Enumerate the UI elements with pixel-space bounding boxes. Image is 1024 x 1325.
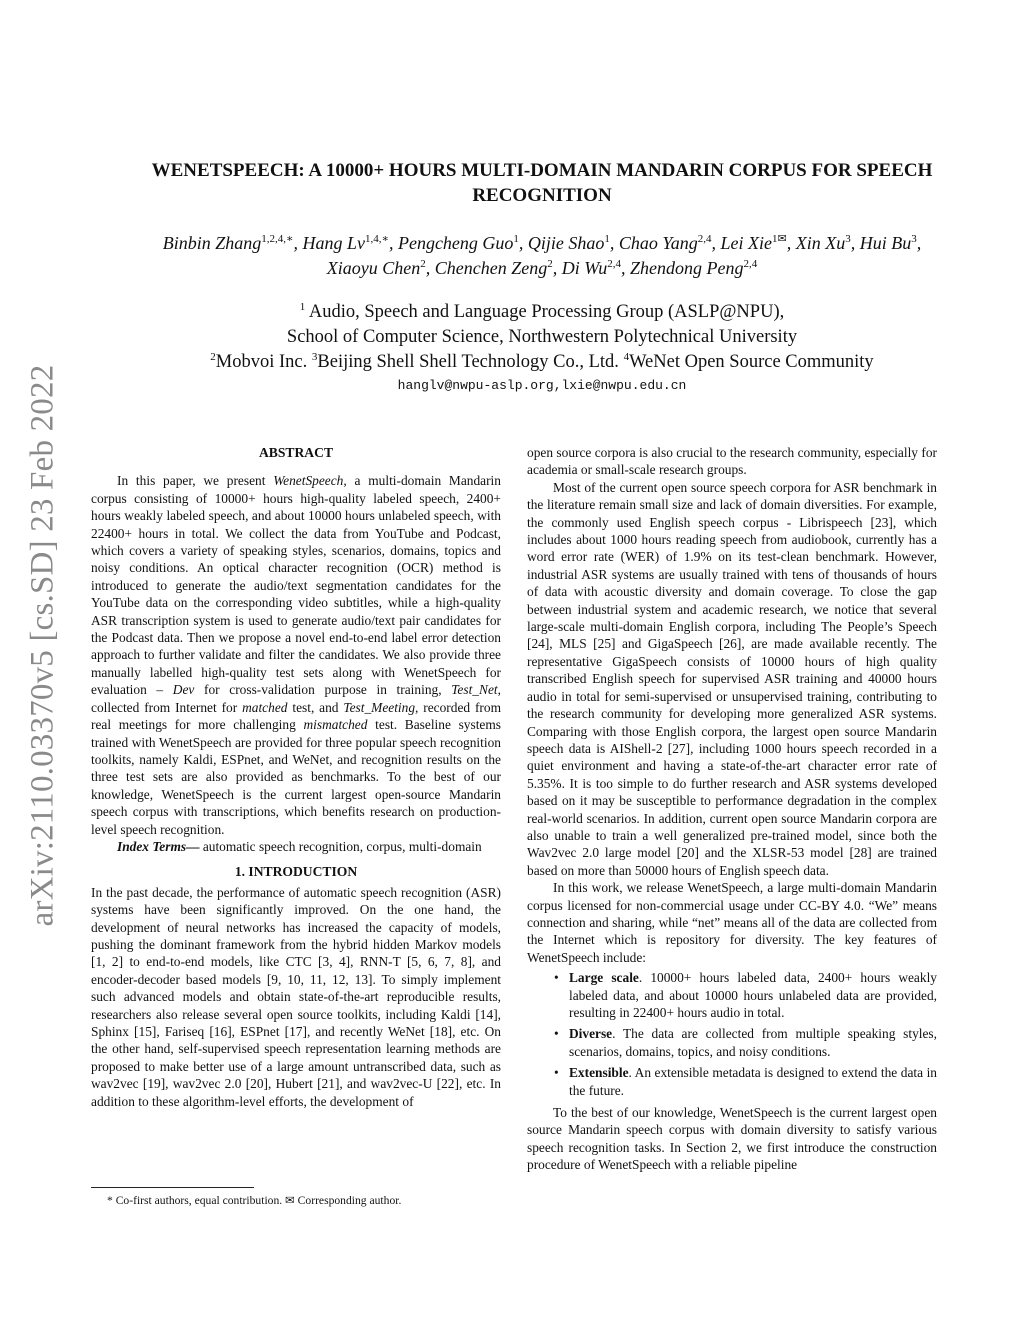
title-line-2: RECOGNITION (472, 185, 612, 206)
author-name: Binbin Zhang (162, 233, 262, 253)
abstract-body: In this paper, we present WenetSpeech, a multi-domain Mandarin corpus consisting of 10000+ hours high-quality labeled speech, 2400+ hours weakly labeled speech, and about 10000 hours unlabeled speech, with 22400+ hours in total. We collect the data from YouTube and Podcast, which covers a variety of speaking styles, scenarios, domains, topics and noisy conditions. An optical character recognition (OCR) method is introduced to generate the audio/text segmentation candidates for the YouTube data on the corresponding video subtitles, while a high-quality ASR transcription system is used to generate audio/text pair candidates for the Podcast data. Then we propose a novel end-to-end label error detection approach to further validate and filter the candidates. We also provide three manually labelled high-quality test sets along with WenetSpeech for evaluation – Dev for cross-validation purpose in training, Test_Net, collected from Internet for matched test, and Test_Meeting, recorded from real meetings for more challenging mismatched test. Baseline systems trained with WenetSpeech are provided for three popular speech recognition toolkits, namely Kaldi, ESPnet, and WeNet, and recognition results on the three test sets are also provided as benchmarks. To the best of our knowledge, WenetSpeech is the current largest open-source Mandarin speech corpus with transcriptions, which benefits research on production-level speech recognition. (91, 473, 501, 837)
bullet-icon: • (554, 1065, 559, 1081)
affiliation-line-1 (80, 300, 1004, 325)
introduction-heading: 1. INTRODUCTION (234, 864, 358, 880)
author-affiliation-sup: 1 (604, 233, 610, 245)
affiliation-sup: 1 (299, 300, 306, 313)
feature-item: • Diverse. The data are collected from multiple speaking styles, scenarios, domains, topics, and noisy conditions. (554, 1026, 937, 1059)
author-name: Xiaoyu Chen (326, 258, 421, 278)
bullet-icon: • (554, 970, 559, 986)
author-name: Zhendong Peng (630, 258, 744, 278)
affiliation-3: Beijing Shell Shell Technology Co., Ltd. (317, 352, 619, 372)
author-affiliation-sup: 1,2,4,∗ (261, 233, 294, 245)
right-column (527, 444, 937, 1174)
author-affiliation-sup: 1✉ (772, 233, 787, 245)
author-affiliation-sup: 1 (513, 233, 519, 245)
author-name: Lei Xie (720, 233, 773, 253)
authors-line-2: Xiaoyu Chen$^2$, Chenchen Zeng$^2$, Di Wu$^{2,4}$, Zhendong Peng$^{2,4}$ (326, 258, 758, 278)
title-line-1: WENETSPEECH: A 10000+ HOURS MULTI-DOMAIN MANDARIN CORPUS FOR SPEECH (151, 160, 933, 181)
intro-paragraph-2: Most of the current open source speech corpora for ASR benchmark in the literature remain small size and lack of domain diversities. For example, the commonly used English speech corpus - Librispeech [23], which includes about 1000 hours reading speech from audiobook, currently has a word error rate (WER) of 1.9% on its test-clean benchmark. However, industrial ASR systems are usually trained with tens of thousands of hours of data with acoustic diversity and domain coverage. To close the gap between industrial system and academic research, we notice that several large-scale multi-domain English corpora, including The People’s Speech [24], MLS [25] and GigaSpeech [26], are made available recently. The representative GigaSpeech consists of 10000 hours of high quality transcribed English speech for supervised ASR training and 40000 hours audio in total for semi-supervised or unsupervised training, contributing to the research community for developing more generalized ASR systems. Comparing with those English corpora, the largest open source Mandarin speech data is AIShell-2 [27], including 1000 hours speech recorded in a quiet environment and having a state-of-the-art character error rate of 5.35%. It is too simple to do further research and ASR systems developed based on it may be susceptible to performance degradation in the complex real-world scenarios. In addition, current open source Mandarin corpora are also unable to train a well generalized pre-trained model, since both the Wav2vec 2.0 large model [20] and the XLSR-53 model [28] are trained based on more than 50000 hours of English speech data. (527, 479, 937, 878)
left-column (91, 444, 501, 1110)
author-affiliation-sup: 2 (420, 258, 426, 270)
intro-paragraph-4: To the best of our knowledge, WenetSpeech is the current largest open source Mandarin speech corpus with domain diversity to satisfy various speech recognition tasks. In Section 2, we first introduce the construction procedure of WenetSpeech with a reliable pipeline (527, 1105, 937, 1173)
intro-paragraph-3: In this work, we release WenetSpeech, a large multi-domain Mandarin corpus licensed for non-commercial usage under CC-BY 4.0. “We” means connection and sharing, while “net” means all of the data are collected from the Internet which is repository for diversity. The key features of WenetSpeech include: (527, 880, 937, 965)
author-name: Qijie Shao (527, 233, 605, 253)
dev-set-name: Dev (172, 682, 195, 698)
author-name: Chenchen Zeng (434, 258, 548, 278)
corpus-name: WenetSpeech (273, 473, 344, 489)
authors-line-1: Binbin Zhang$^{1,2,4,∗}$, Hang $Lv^{1,4,∗}$, Pengcheng Guo$^1$, Qijie Shao$^1$, Chao Yang$^{2,4}$, Lei Xie$^{1✉}$, Xin Xu$^3$, Hui Bu$^3$, (162, 233, 922, 253)
affiliation-sup: 4 (623, 350, 630, 363)
affiliation-2: Mobvoi Inc. (215, 352, 308, 372)
author-affiliation-sup: 1,4,∗ (364, 233, 389, 245)
arxiv-identifier: arXiv:2110.03370v5 [cs.SD] 23 Feb 2022 (24, 364, 61, 926)
author-name: Chao Yang (618, 233, 698, 253)
affiliation-4: WeNet Open Source Community (629, 352, 874, 372)
paper-title (80, 158, 1004, 208)
author-name: Di Wu (561, 258, 608, 278)
footnote-divider (91, 1187, 254, 1188)
test-net-name: Test_Net (451, 682, 498, 698)
author-affiliation-sup: 2,4 (743, 258, 758, 270)
affiliation-sup: 2 (210, 350, 216, 363)
author-name: Pengcheng Guo (397, 233, 514, 253)
index-terms-text: automatic speech recognition, corpus, multi-domain (202, 838, 482, 854)
affiliation-1: Audio, Speech and Language Processing Group (ASLP@NPU), (308, 302, 785, 322)
author-affiliation-sup: 3 (845, 233, 851, 245)
index-terms (91, 838, 501, 855)
author-name: Hui Bu (859, 233, 912, 253)
introduction-paragraph: In the past decade, the performance of automatic speech recognition (ASR) systems have been significantly improved. On the one hand, the development of neural networks has increased the capacity of models, pushing the dominant framework from the hybrid hidden Markov models [1, 2] to end-to-end models, like CTC [3, 4], RNN-T [5, 6, 7, 8], and encoder-decoder based models [9, 10, 11, 12, 13]. To simply implement such advanced models and obtain state-of-the-art reproducible results, researchers also release several open source toolkits, including Kaldi [14], Sphinx [15], Fariseq [16], ESPnet [17], and recently WeNet [18], etc. On the other hand, self-supervised speech representation learning methods are proposed to make better use of a large amount untranscribed data, such as wav2vec [19], wav2vec 2.0 [20], Hubert [21], and wav2vec-U [22], etc. In addition to these algorithm-level efforts, the development of (91, 884, 501, 1109)
author-name: Hang Lv (302, 233, 365, 253)
affiliations (80, 300, 1004, 375)
author-affiliation-sup: 2,4 (697, 233, 712, 245)
author-affiliation-sup: 2 (547, 258, 553, 270)
test-meeting-name: Test_Meeting (343, 699, 416, 715)
bullet-icon: • (554, 1026, 559, 1042)
author-name: Xin Xu (795, 233, 846, 253)
author-affiliation-sup: 3 (911, 233, 917, 245)
author-list (80, 231, 1004, 281)
feature-name: Large scale (569, 970, 639, 986)
arxiv-side-stamp (8, 350, 78, 940)
feature-name: Diverse (569, 1026, 613, 1042)
feature-name: Extensible (569, 1065, 629, 1081)
affiliation-line-2: School of Computer Science, Northwestern Polytechnical University (286, 327, 798, 347)
affiliation-line-3 (80, 350, 1004, 375)
author-affiliation-sup: 2,4 (607, 258, 621, 270)
feature-list (527, 969, 937, 1099)
index-terms-label: Index Terms— (117, 838, 200, 854)
intro-continued-paragraph: open source corpora is also crucial to the research community, especially for academia or small-scale research groups. (527, 445, 937, 478)
contact-emails[interactable]: hanglv@nwpu-aslp.org,lxie@nwpu.edu.cn (397, 378, 687, 393)
affiliation-sup: 3 (311, 350, 318, 363)
footnote: * Co-first authors, equal contribution. ✉ Corresponding author. (107, 1194, 402, 1207)
feature-item: • Extensible. An extensible metadata is designed to extend the data in the future. (554, 1065, 937, 1098)
feature-item: • Large scale. 10000+ hours labeled data, 2400+ hours weakly labeled data, and about 10000 hours unlabeled data are provided, resulting in 22400+ hours audio in total. (554, 970, 937, 1020)
abstract-heading: ABSTRACT (258, 445, 334, 460)
